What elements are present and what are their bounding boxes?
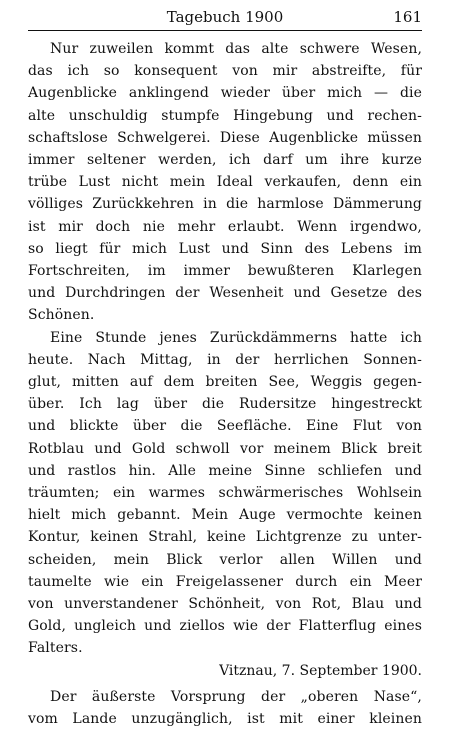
running-title: Tagebuch 1900: [166, 8, 284, 26]
text-line: ist mir doch nie mehr erlaubt. Wenn irgendwo,: [28, 218, 422, 235]
text-line: und blickte über die Seefläche. Eine Flut von: [28, 418, 422, 435]
text-line: Augenblicke anklingend wieder über mich — die: [28, 85, 422, 102]
text-line: trübe Lust nicht mein Ideal verkaufen, denn ein: [28, 174, 422, 191]
text-line: schaftslose Schwelgerei. Diese Augenblicke müssen: [28, 129, 422, 146]
text-line: vom Lande unzugänglich, ist mit einer kleinen: [28, 711, 422, 727]
page-number: 161: [393, 8, 422, 26]
text-line: Nur zuweilen kommt das alte schwere Wesen,: [50, 41, 422, 57]
text-line: Kontur, keinen Strahl, keine Lichtgrenze zu unter-: [28, 529, 422, 546]
text-line: heute. Nach Mittag, in der herrlichen Sonnen-: [28, 351, 422, 368]
text-line: scheiden, mein Blick verlor allen Willen und: [28, 551, 422, 568]
text-line: alte unschuldig stumpfe Hingebung und rechen-: [28, 107, 422, 124]
running-head: [28, 6, 422, 28]
text-line: immer seltener werden, ich darf um ihre kurze: [28, 152, 422, 168]
text-line: von unverstandener Schönheit, von Rot, Blau und: [28, 596, 422, 612]
text-line: Fortschreiten, im immer bewußteren Klarlegen: [28, 263, 422, 279]
text-line: Rotblau und Gold schwoll vor meinem Blick breit: [28, 440, 422, 457]
text-line: über. Ich lag über die Rudersitze hingestreckt: [28, 396, 422, 413]
header-rule: [28, 30, 422, 31]
text-line: Schönen.: [28, 307, 95, 324]
text-line: hielt mich gebannt. Mein Auge vermochte keinen: [28, 507, 422, 524]
text-line: so liegt für mich Lust und Sinn des Lebens im: [28, 240, 422, 257]
text-line: Gold, ungleich und ziellos wie der Flatterflug eines: [28, 618, 422, 635]
text-line: und rastlos hin. Alle meine Sinne schliefen und: [28, 462, 422, 479]
text-line: Falters.: [28, 640, 83, 657]
text-line: völliges Zurückkehren in die harmlose Dämmerung: [28, 196, 422, 213]
text-line: taumelte wie ein Freigelassener durch ein Meer: [28, 573, 422, 590]
text-line: glut, mitten auf dem breiten See, Weggis gegen-: [28, 374, 422, 390]
text-line: Der äußerste Vorsprung der „oberen Nase“,: [50, 688, 422, 705]
text-line: träumten; ein warmes schwärmerisches Wohlsein: [28, 485, 422, 501]
dateline: Vitznau, 7. September 1900.: [219, 662, 422, 679]
text-line: Eine Stunde jenes Zurückdämmerns hatte ich: [50, 329, 422, 346]
text-line: und Durchdringen der Wesenheit und Gesetze des: [28, 285, 422, 302]
text-line: das ich so konsequent von mir abstreifte, für: [28, 63, 422, 80]
